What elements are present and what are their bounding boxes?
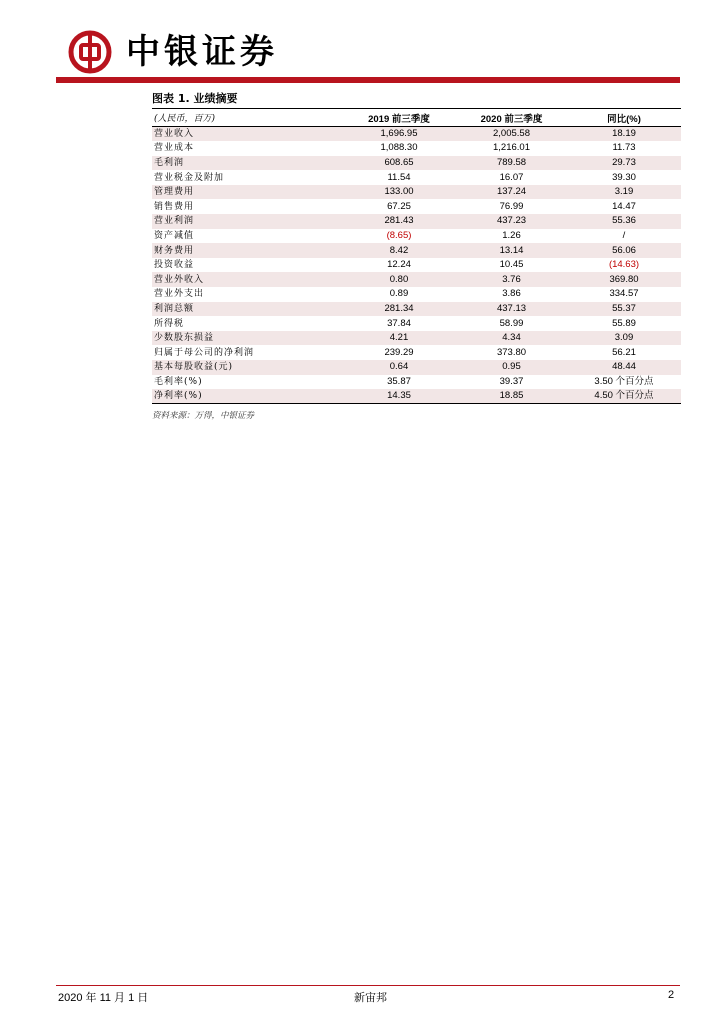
value-2020: 1,216.01 xyxy=(493,142,530,154)
value-2019: 4.21 xyxy=(389,332,409,344)
table-row xyxy=(152,302,681,317)
row-label: 营业成本 xyxy=(154,143,195,154)
summary-table-container xyxy=(152,108,681,404)
table-row xyxy=(152,199,681,214)
value-2020: 18.85 xyxy=(499,390,524,402)
value-yoy: 29.73 xyxy=(612,156,636,168)
value-2020: 16.07 xyxy=(499,171,524,183)
row-label: 资产减值 xyxy=(154,230,195,241)
table-row xyxy=(152,170,681,185)
value-yoy: 369.80 xyxy=(609,273,639,285)
row-label: 营业外支出 xyxy=(154,289,205,300)
value-2020: 4.34 xyxy=(502,332,521,344)
row-label: 基本每股收益(元) xyxy=(154,362,234,373)
value-2020: 437.13 xyxy=(496,302,527,314)
value-yoy: 56.21 xyxy=(612,346,636,358)
value-yoy: / xyxy=(622,229,626,241)
table-body xyxy=(152,127,681,404)
value-2019: 281.43 xyxy=(384,215,414,227)
row-label: 投资收益 xyxy=(154,260,195,271)
value-2019: 239.29 xyxy=(384,346,414,358)
table-row xyxy=(152,389,681,404)
table-row xyxy=(152,156,681,171)
table-row xyxy=(152,287,681,302)
value-2019: 12.24 xyxy=(387,259,411,271)
value-yoy: (14.63) xyxy=(608,259,640,271)
row-label: 净利率(%) xyxy=(154,391,203,402)
footer-date: 2020 年 11 月 1 日 xyxy=(58,992,149,1004)
value-2020: 58.99 xyxy=(499,317,524,329)
value-yoy: 56.06 xyxy=(612,244,636,256)
value-2019: 0.64 xyxy=(389,361,409,373)
column-header: 2019 前三季度 xyxy=(368,113,430,125)
row-label: 营业收入 xyxy=(154,129,195,140)
row-label: 利润总额 xyxy=(154,303,195,314)
value-2019: 1,696.95 xyxy=(380,128,418,140)
row-label: 销售费用 xyxy=(154,201,195,212)
column-header: 2020 前三季度 xyxy=(480,113,543,125)
row-label: 营业外收入 xyxy=(154,274,205,285)
value-2020: 0.95 xyxy=(502,361,521,373)
footer-divider xyxy=(56,985,680,986)
value-yoy: 11.73 xyxy=(612,142,636,154)
table-row xyxy=(152,360,681,375)
value-yoy: 4.50 个百分点 xyxy=(594,390,654,402)
bank-of-china-logo xyxy=(68,30,112,74)
brand-name: 中银证券 xyxy=(126,32,278,72)
unit-label: (人民币，百万) xyxy=(154,114,216,124)
value-2019: 608.65 xyxy=(384,156,414,168)
row-label: 毛利润 xyxy=(154,157,185,168)
row-label: 所得税 xyxy=(154,318,185,329)
figure-caption: 图表 1. 业绩摘要 xyxy=(152,92,238,105)
row-label: 归属于母公司的净利润 xyxy=(154,347,255,358)
value-2020: 13.14 xyxy=(499,244,524,256)
report-header xyxy=(56,26,680,84)
value-yoy: 18.19 xyxy=(612,128,636,140)
page-number: 2 xyxy=(668,989,675,1001)
value-2019: 0.80 xyxy=(389,273,409,285)
value-2020: 1.26 xyxy=(502,229,521,241)
table-row xyxy=(152,258,681,273)
table-row xyxy=(152,331,681,346)
row-label: 营业税金及附加 xyxy=(154,172,225,183)
value-2019: 0.89 xyxy=(389,288,409,300)
footer-title: 新宙邦 xyxy=(354,991,387,1004)
header-divider xyxy=(56,77,680,83)
table-row xyxy=(152,214,681,229)
table-row xyxy=(152,229,681,244)
value-2020: 76.99 xyxy=(499,200,524,212)
value-2019: 35.87 xyxy=(387,375,411,387)
value-2019: 1,088.30 xyxy=(380,142,418,154)
value-2019: 133.00 xyxy=(384,186,414,198)
value-2020: 2,005.58 xyxy=(493,128,530,140)
row-label: 少数股东损益 xyxy=(154,333,215,344)
table-row xyxy=(152,127,681,142)
table-header-row xyxy=(152,109,681,127)
table-row xyxy=(152,243,681,258)
value-2020: 137.24 xyxy=(496,186,527,198)
value-yoy: 39.30 xyxy=(612,171,636,183)
value-2019: 14.35 xyxy=(387,390,411,402)
value-yoy: 14.47 xyxy=(612,200,636,212)
value-yoy: 55.89 xyxy=(612,317,636,329)
value-yoy: 3.19 xyxy=(614,186,634,198)
row-label: 毛利率(%) xyxy=(154,376,203,387)
value-2019: 37.84 xyxy=(387,317,411,329)
value-yoy: 48.44 xyxy=(612,361,636,373)
value-yoy: 3.09 xyxy=(614,332,634,344)
table-row xyxy=(152,141,681,156)
row-label: 营业利润 xyxy=(154,216,195,227)
value-2019: (8.65) xyxy=(386,229,412,241)
summary-table xyxy=(152,108,681,404)
row-label: 财务费用 xyxy=(154,245,195,256)
value-2020: 373.80 xyxy=(496,346,527,358)
value-yoy: 55.37 xyxy=(612,302,636,314)
table-row xyxy=(152,272,681,287)
column-header: 同比(%) xyxy=(607,113,641,125)
row-label: 管理费用 xyxy=(154,187,195,198)
value-2020: 3.86 xyxy=(502,288,521,300)
value-2020: 437.23 xyxy=(496,215,527,227)
value-yoy: 3.50 个百分点 xyxy=(594,375,654,387)
value-2019: 8.42 xyxy=(389,244,409,256)
table-row xyxy=(152,185,681,200)
value-yoy: 55.36 xyxy=(612,215,636,227)
source-note: 资料来源：万得，中银证券 xyxy=(152,411,255,421)
value-2020: 3.76 xyxy=(502,273,521,285)
table-row xyxy=(152,375,681,390)
table-row xyxy=(152,316,681,331)
value-2020: 39.37 xyxy=(499,375,524,387)
value-2019: 11.54 xyxy=(387,171,411,183)
value-2019: 281.34 xyxy=(384,302,414,314)
value-2020: 10.45 xyxy=(499,259,524,271)
value-yoy: 334.57 xyxy=(609,288,639,300)
value-2020: 789.58 xyxy=(496,156,527,168)
table-row xyxy=(152,345,681,360)
value-2019: 67.25 xyxy=(387,200,411,212)
